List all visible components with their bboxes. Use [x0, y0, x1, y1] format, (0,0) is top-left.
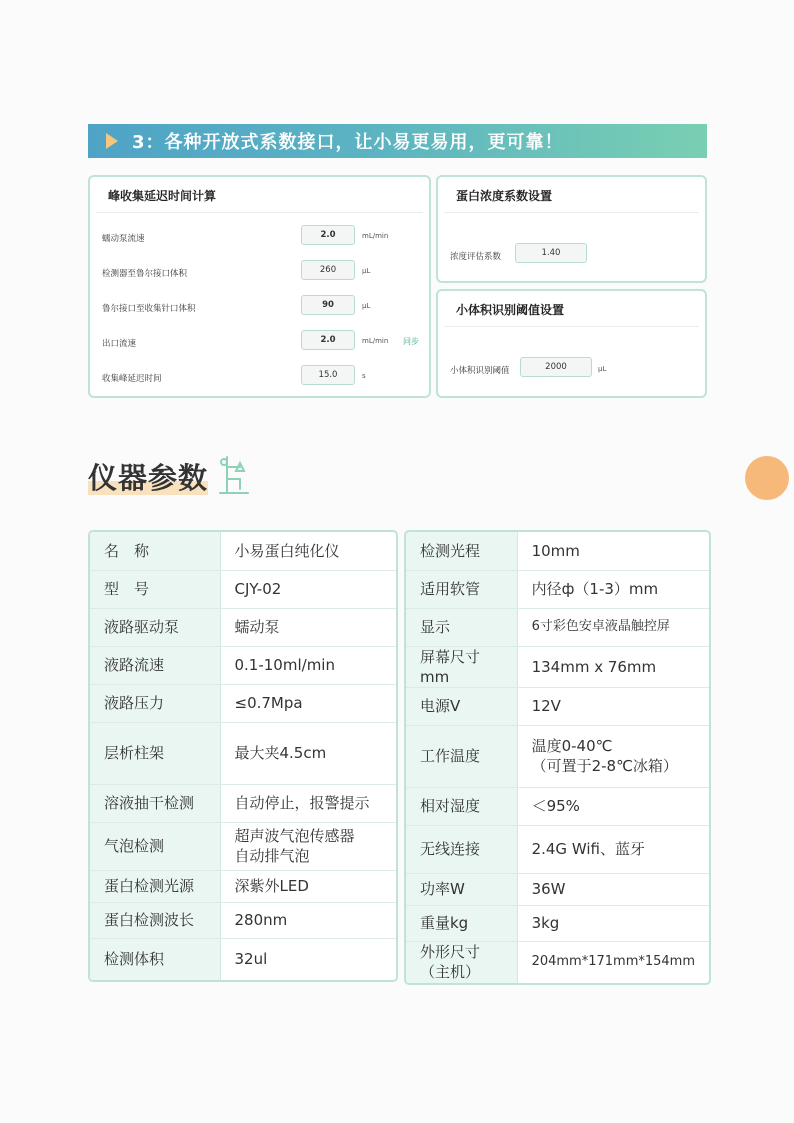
spec-key [406, 941, 517, 983]
spec-value: 3kg [517, 905, 709, 941]
table-row [406, 570, 709, 608]
spec-value: 10mm [517, 532, 709, 570]
pump-speed-input[interactable]: 2.0 [301, 225, 355, 245]
spec-key: 显示 [406, 608, 517, 646]
table-row [406, 873, 709, 905]
spec-value [517, 725, 709, 787]
concentration-coefficient-label: 浓度评估系数 [450, 252, 502, 262]
spec-value: 36W [517, 873, 709, 905]
spec-table-right [404, 530, 711, 985]
small-volume-unit: μL [598, 365, 607, 373]
spec-key: 液路流速 [90, 646, 220, 684]
spec-value [220, 822, 396, 870]
spec-key: 相对湿度 [406, 787, 517, 825]
table-row [406, 825, 709, 873]
table-row [406, 905, 709, 941]
concentration-coefficient-input[interactable]: 1.40 [515, 243, 587, 263]
spec-key: 型 号 [90, 570, 220, 608]
small-volume-label: 小体积识别阈值 [450, 366, 510, 376]
luer-volume-input[interactable]: 90 [301, 295, 355, 315]
peak-delay-panel [88, 175, 431, 398]
spec-key: 电源V [406, 687, 517, 725]
spec-value-line: 温度0-40℃ [531, 737, 613, 755]
spec-key: 检测光程 [406, 532, 517, 570]
spec-key: 液路驱动泵 [90, 608, 220, 646]
outlet-speed-label: 出口流速 [102, 339, 137, 349]
spec-value: ＜95% [517, 787, 709, 825]
spec-key: 溶液抽干检测 [90, 784, 220, 822]
table-row [406, 687, 709, 725]
collect-delay-input[interactable]: 15.0 [301, 365, 355, 385]
protein-coefficient-title: 蛋白浓度系数设置 [444, 177, 699, 213]
spec-key: 检测体积 [90, 938, 220, 980]
page-title: 仪器参数 [88, 461, 209, 495]
table-row [406, 608, 709, 646]
small-volume-panel [436, 289, 707, 398]
spec-key: 工作温度 [406, 725, 517, 787]
sync-button[interactable]: 同步 [403, 337, 419, 346]
spec-value: 蠕动泵 [220, 608, 396, 646]
outlet-speed-unit: mL/min [362, 337, 389, 345]
table-row [406, 787, 709, 825]
table-row [90, 902, 396, 938]
table-row [90, 570, 396, 608]
spec-value: 深紫外LED [220, 870, 396, 902]
decorative-circle [745, 456, 789, 500]
spec-key: 蛋白检测光源 [90, 870, 220, 902]
spec-key: 重量kg [406, 905, 517, 941]
spec-value: 134mm x 76mm [517, 646, 709, 687]
section-banner [88, 124, 707, 158]
collect-delay-unit: s [362, 372, 366, 380]
spec-value: ≤0.7Mpa [220, 684, 396, 722]
table-row [90, 646, 396, 684]
table-row [90, 722, 396, 784]
spec-value: CJY-02 [220, 570, 396, 608]
spec-value: 2.4G Wifi、蓝牙 [517, 825, 709, 873]
spec-key-line: 外形尺寸 [420, 943, 481, 962]
table-row [406, 532, 709, 570]
small-volume-input[interactable]: 2000 [520, 357, 592, 377]
pump-speed-label: 蠕动泵流速 [102, 234, 145, 244]
lab-stand-icon [218, 453, 250, 497]
spec-value: 32ul [234, 950, 268, 969]
spec-key: 蛋白检测波长 [90, 902, 220, 938]
spec-value-line: （可置于2-8℃冰箱） [531, 757, 678, 775]
detector-volume-label: 检测器至鲁尔接口体积 [102, 269, 188, 279]
spec-key: 无线连接 [406, 825, 517, 873]
table-row [406, 725, 709, 787]
spec-value: 280nm [220, 902, 396, 938]
play-triangle-icon [106, 133, 118, 149]
collect-delay-label: 收集峰延迟时间 [102, 374, 162, 384]
spec-value: 6寸彩色安卓液晶触控屏 [517, 608, 709, 646]
detector-volume-unit: μL [362, 267, 371, 275]
spec-key-line: （主机） [420, 963, 481, 982]
table-row [90, 938, 396, 980]
spec-value: 小易蛋白纯化仪 [220, 532, 396, 570]
table-row [90, 684, 396, 722]
table-row [90, 822, 396, 870]
protein-coefficient-panel [436, 175, 707, 283]
pump-speed-unit: mL/min [362, 232, 389, 240]
spec-key: 层析柱架 [90, 722, 220, 784]
table-row [90, 608, 396, 646]
spec-value: 最大夹4.5cm [220, 722, 396, 784]
spec-value: 自动停止，报警提示 [220, 784, 396, 822]
spec-table-left [88, 530, 398, 982]
spec-value: 204mm*171mm*154mm [531, 954, 695, 970]
small-volume-title: 小体积识别阈值设置 [444, 291, 699, 327]
peak-delay-title: 峰收集延迟时间计算 [96, 177, 423, 213]
spec-key: 适用软管 [406, 570, 517, 608]
spec-value-line: 自动排气泡 [234, 847, 310, 865]
table-row [90, 532, 396, 570]
outlet-speed-input[interactable]: 2.0 [301, 330, 355, 350]
spec-key: 名 称 [90, 532, 220, 570]
luer-volume-label: 鲁尔接口至收集针口体积 [102, 304, 196, 314]
spec-key: 液路压力 [90, 684, 220, 722]
spec-value-line: 超声波气泡传感器 [234, 827, 355, 845]
table-row [90, 784, 396, 822]
spec-key: 气泡检测 [90, 822, 220, 870]
table-row [90, 870, 396, 902]
spec-key: 功率W [406, 873, 517, 905]
spec-value: 12V [517, 687, 709, 725]
table-row [406, 941, 709, 983]
banner-text: 3：各种开放式系数接口，让小易更易用，更可靠！ [132, 132, 564, 153]
table-row [406, 646, 709, 687]
spec-key: 屏幕尺寸mm [406, 646, 517, 687]
spec-value: 内径ф（1-3）mm [517, 570, 709, 608]
luer-volume-unit: μL [362, 302, 371, 310]
detector-volume-input[interactable]: 260 [301, 260, 355, 280]
spec-value: 0.1-10ml/min [220, 646, 396, 684]
